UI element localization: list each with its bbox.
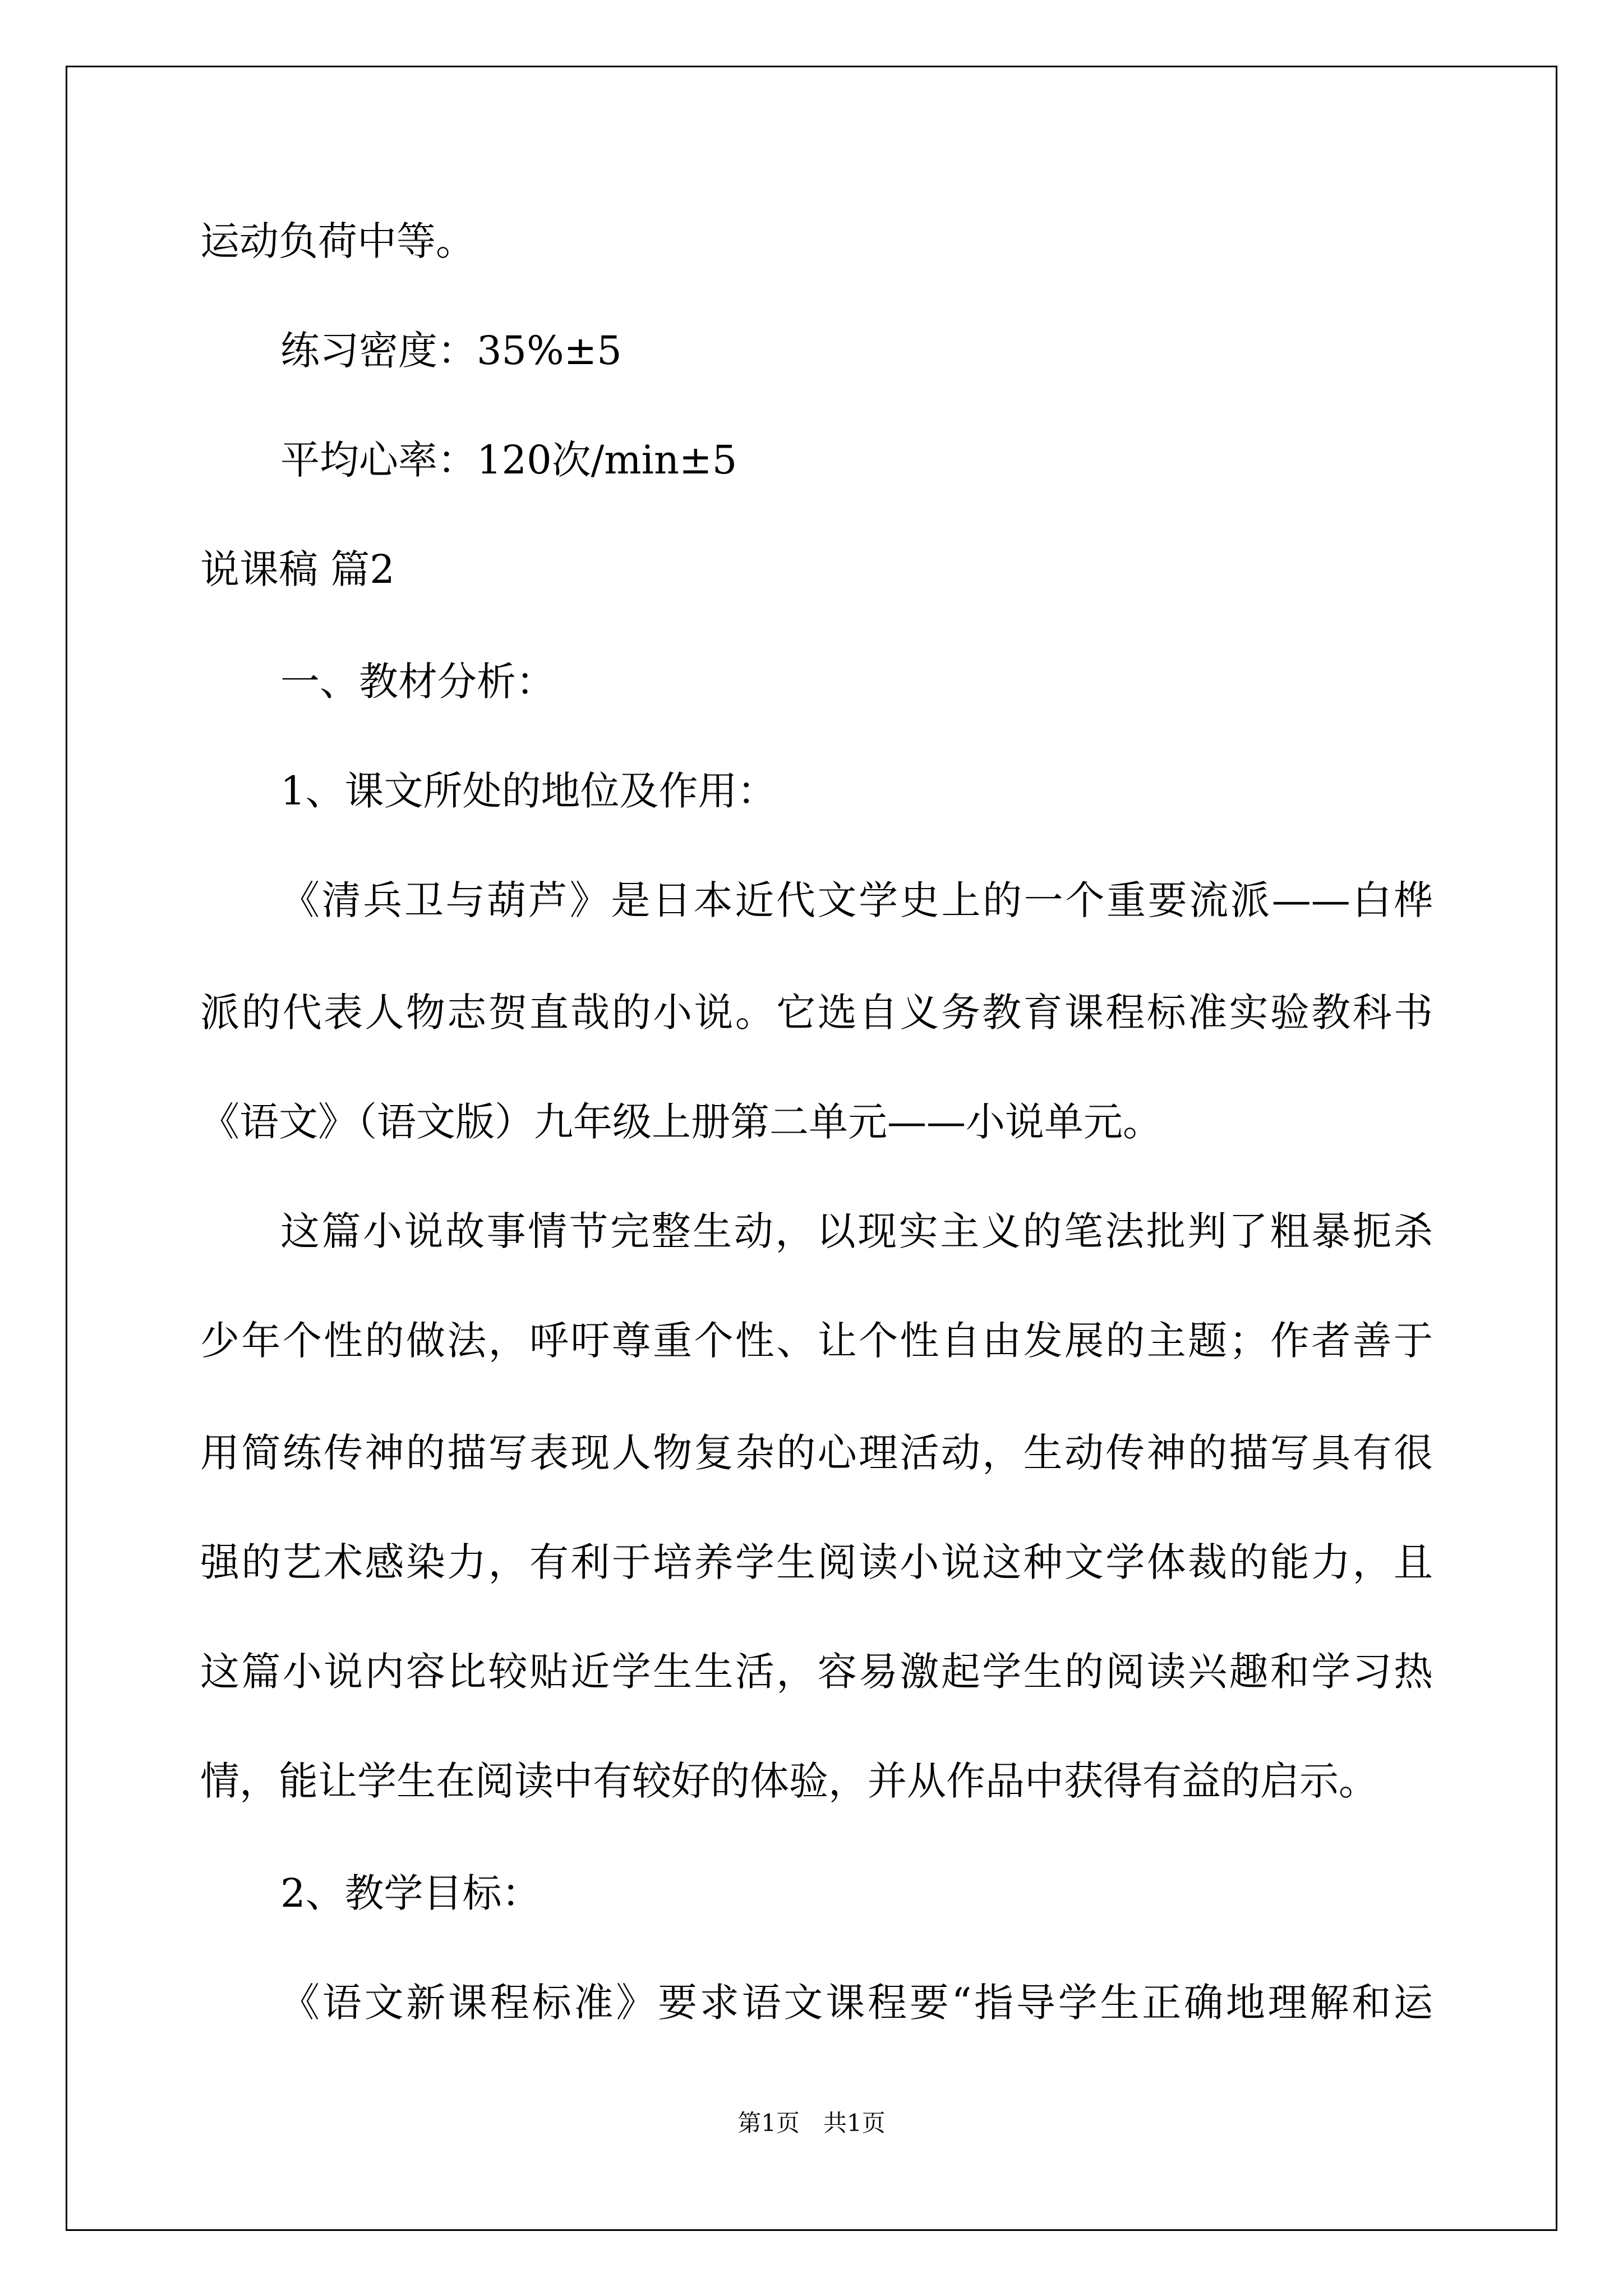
text-line: 情，能让学生在阅读中有较好的体验，并从作品中获得有益的启示。: [200, 1758, 1378, 1804]
text-line: 这篇小说内容比较贴近学生生活，容易激起学生的阅读兴趣和学习热: [200, 1649, 1433, 1695]
text-line: 强的艺术感染力，有利于培养学生阅读小说这种文学体裁的能力，且: [200, 1539, 1433, 1585]
text-line: 平均心率：120次/min±5: [280, 437, 737, 483]
text-line: 《语文新课程标准》要求语文课程要“指导学生正确地理解和运: [280, 1980, 1433, 2026]
text-line: 《清兵卫与葫芦》是日本近代文学史上的一个重要流派——白桦: [280, 877, 1433, 923]
text-line: 运动负荷中等。: [200, 218, 475, 264]
text-line: 少年个性的做法，呼吁尊重个性、让个性自由发展的主题；作者善于: [200, 1318, 1433, 1364]
subheading: 1、课文所处的地位及作用：: [280, 768, 777, 814]
section-heading: 说课稿 篇2: [200, 546, 395, 592]
text-line: 这篇小说故事情节完整生动，以现实主义的笔法批判了粗暴扼杀: [280, 1208, 1433, 1254]
subheading: 一、教材分析：: [280, 659, 555, 705]
text-line: 用简练传神的描写表现人物复杂的心理活动，生动传神的描写具有很: [200, 1430, 1433, 1476]
subheading: 2、教学目标：: [280, 1870, 541, 1916]
page-footer: 第1页 共1页: [737, 2109, 886, 2137]
text-line: 练习密度：35%±5: [280, 328, 622, 374]
text-line: 派的代表人物志贺直哉的小说。它选自义务教育课程标准实验教科书: [200, 990, 1433, 1036]
text-line: 《语文》（语文版）九年级上册第二单元——小说单元。: [200, 1099, 1162, 1145]
